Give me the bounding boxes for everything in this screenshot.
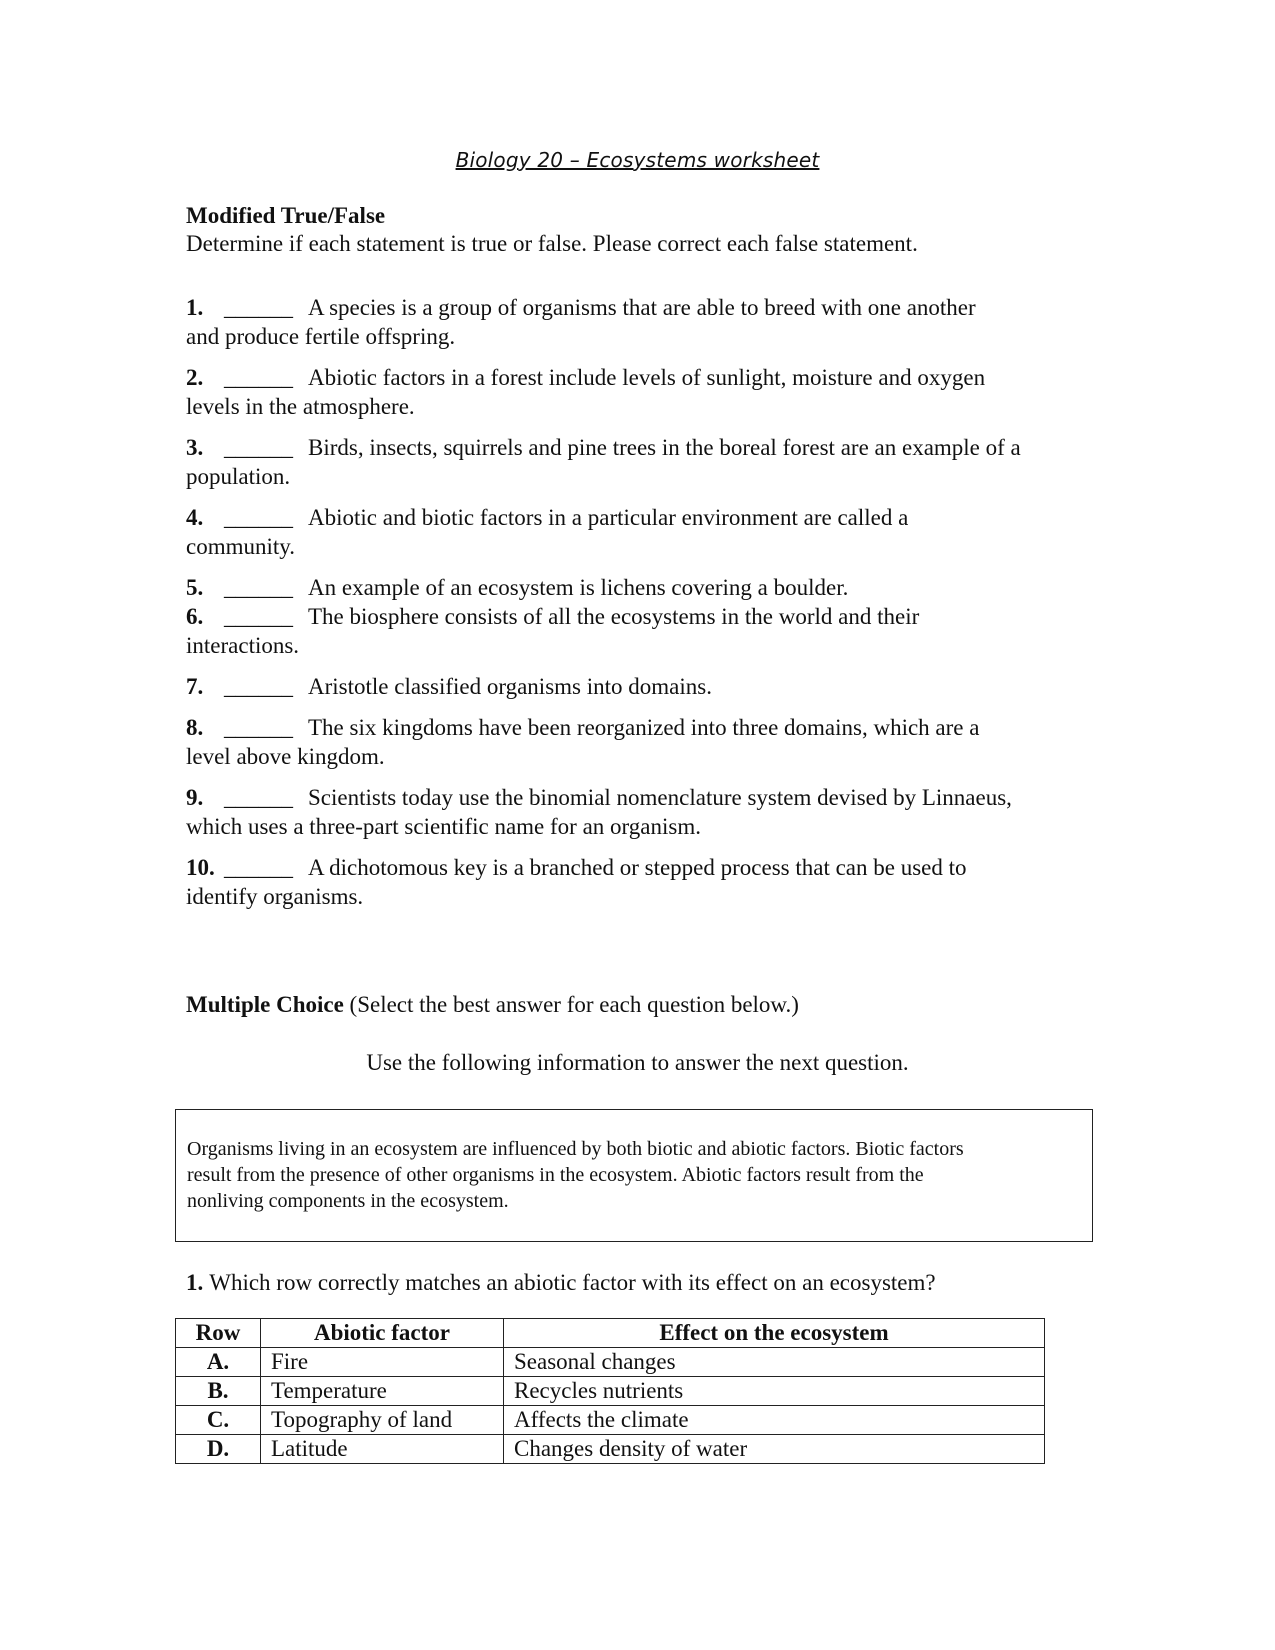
tf-number: 6. (186, 604, 204, 629)
tf-statement: Birds, insects, squirrels and pine trees in the boreal forest are an example of a (308, 435, 1021, 460)
tf-statement: The six kingdoms have been reorganized into three domains, which are a (308, 715, 980, 740)
tf-number: 5. (186, 575, 204, 600)
answer-blank: ______ (224, 715, 293, 740)
tf-statement-cont: level above kingdom. (186, 744, 385, 769)
answer-blank: ______ (224, 604, 293, 629)
tf-statement: Scientists today use the binomial nomenclature system devised by Linnaeus, (308, 785, 1012, 810)
tf-item-9 (186, 783, 1086, 841)
effect-cell: Affects the climate (504, 1406, 1045, 1435)
info-intro: Use the following information to answer the next question. (366, 1050, 909, 1075)
tf-statement: An example of an ecosystem is lichens covering a boulder. (308, 575, 849, 600)
table-row (176, 1435, 1045, 1464)
tf-item-6 (186, 602, 1086, 660)
multiple-choice-heading (186, 992, 799, 1018)
info-line: result from the presence of other organisms in the ecosystem. Abiotic factors result from the (187, 1164, 924, 1186)
tf-statement: Abiotic and biotic factors in a particular environment are called a (308, 505, 909, 530)
table-row (176, 1377, 1045, 1406)
table-row (176, 1348, 1045, 1377)
true-false-list (186, 293, 1086, 923)
abiotic-factor-cell: Temperature (261, 1377, 504, 1406)
worksheet-title: Biology 20 – Ecosystems worksheet (455, 148, 820, 172)
question-text: Which row correctly matches an abiotic factor with its effect on an ecosystem? (209, 1270, 936, 1295)
tf-item-1 (186, 293, 1086, 351)
tf-number: 3. (186, 435, 204, 460)
info-line: Organisms living in an ecosystem are influenced by both biotic and abiotic factors. Biotic factors (187, 1138, 964, 1160)
tf-item-10 (186, 853, 1086, 911)
tf-statement: Abiotic factors in a forest include levels of sunlight, moisture and oxygen (308, 365, 986, 390)
true-false-instructions: Determine if each statement is true or false. Please correct each false statement. (186, 231, 918, 256)
tf-item-8 (186, 713, 1086, 771)
tf-statement-cont: interactions. (186, 633, 300, 658)
answer-blank: ______ (224, 855, 293, 880)
answer-blank: ______ (224, 295, 293, 320)
tf-statement: A species is a group of organisms that are able to breed with one another (308, 295, 976, 320)
abiotic-factor-cell: Fire (261, 1348, 504, 1377)
info-box (175, 1109, 1093, 1242)
tf-statement: The biosphere consists of all the ecosystems in the world and their (308, 604, 920, 629)
effect-cell: Seasonal changes (504, 1348, 1045, 1377)
row-label: C. (176, 1406, 261, 1435)
row-label: D. (176, 1435, 261, 1464)
question-number: 1. (186, 1270, 204, 1295)
answer-blank: ______ (224, 575, 293, 600)
mc-heading-note: (Select the best answer for each question below.) (349, 992, 799, 1017)
column-header: Abiotic factor (261, 1319, 504, 1348)
true-false-heading: Modified True/False (186, 203, 386, 228)
tf-number: 2. (186, 365, 204, 390)
tf-item-7 (186, 672, 1086, 701)
column-header: Effect on the ecosystem (504, 1319, 1045, 1348)
tf-item-5 (186, 573, 1086, 602)
answer-blank: ______ (224, 674, 293, 699)
effect-cell: Changes density of water (504, 1435, 1045, 1464)
table-row (176, 1406, 1045, 1435)
tf-number: 9. (186, 785, 204, 810)
info-line: nonliving components in the ecosystem. (187, 1190, 509, 1212)
tf-statement-cont: identify organisms. (186, 884, 364, 909)
row-label: A. (176, 1348, 261, 1377)
answer-table (175, 1318, 1045, 1464)
tf-number: 8. (186, 715, 204, 740)
tf-item-4 (186, 503, 1086, 561)
tf-number: 4. (186, 505, 204, 530)
mc-question-1 (186, 1270, 936, 1296)
answer-blank: ______ (224, 435, 293, 460)
tf-number: 1. (186, 295, 204, 320)
answer-blank: ______ (224, 505, 293, 530)
tf-item-2 (186, 363, 1086, 421)
table-header-row (176, 1319, 1045, 1348)
tf-statement-cont: which uses a three-part scientific name for an organism. (186, 814, 701, 839)
mc-heading-label: Multiple Choice (186, 992, 344, 1017)
tf-statement: A dichotomous key is a branched or stepped process that can be used to (308, 855, 967, 880)
tf-number: 7. (186, 674, 204, 699)
tf-statement-cont: levels in the atmosphere. (186, 394, 415, 419)
column-header: Row (176, 1319, 261, 1348)
tf-statement-cont: community. (186, 534, 296, 559)
tf-statement: Aristotle classified organisms into domains. (308, 674, 712, 699)
tf-item-3 (186, 433, 1086, 491)
tf-statement-cont: population. (186, 464, 291, 489)
abiotic-factor-cell: Latitude (261, 1435, 504, 1464)
answer-blank: ______ (224, 365, 293, 390)
effect-cell: Recycles nutrients (504, 1377, 1045, 1406)
abiotic-factor-cell: Topography of land (261, 1406, 504, 1435)
row-label: B. (176, 1377, 261, 1406)
answer-blank: ______ (224, 785, 293, 810)
tf-statement-cont: and produce fertile offspring. (186, 324, 456, 349)
tf-number: 10. (186, 855, 215, 880)
